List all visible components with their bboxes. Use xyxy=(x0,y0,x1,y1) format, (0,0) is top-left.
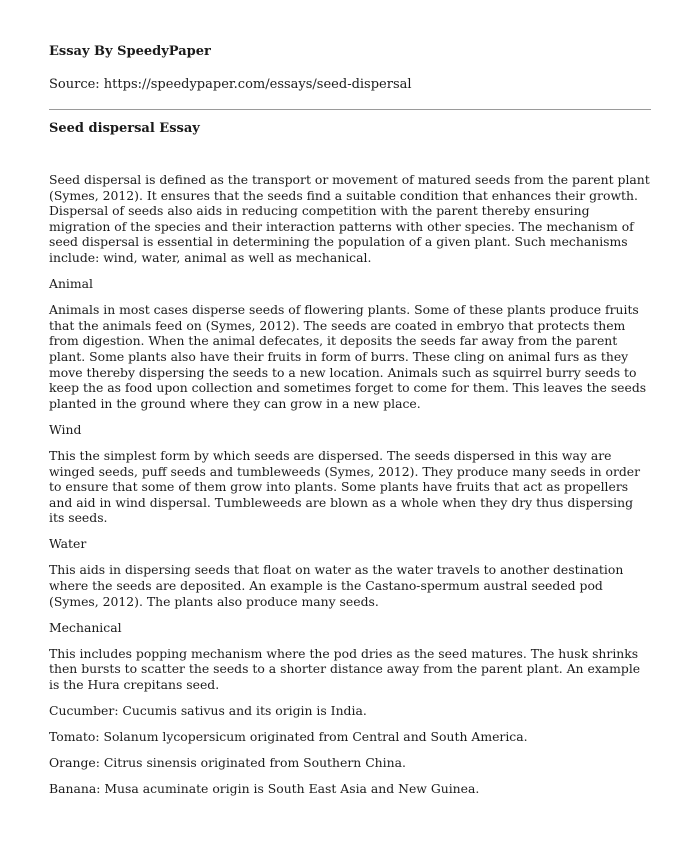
water-paragraph: This aids in dispersing seeds that float on water as the water travels to another destination where the seeds are deposited. An example is the Castano-spermum austral seeded pod (Symes, 2012). The plants also produce many seeds. xyxy=(49,562,624,609)
tomato-line: Tomato: Solanum lycopersicum originated from Central and South America. xyxy=(49,729,528,745)
wind-paragraph: This the simplest form by which seeds are dispersed. The seeds dispersed in this way are winged seeds, puff seeds and tumbleweeds (Symes, 2012). They produce many seeds in order to ensure that some of them grow into plants. Some plants have fruits that act as propellers and aid in wind dispersal. Tumbleweeds are blown as a whole when they dry thus dispersing its seeds. xyxy=(49,447,641,526)
water-heading: Water xyxy=(49,536,87,552)
mechanical-paragraph: This includes popping mechanism where the pod dries as the seed matures. The husk shrinks then bursts to scatter the seeds to a shorter distance away from the parent plant. An example is the Hura crepitans seed. xyxy=(49,645,641,693)
orange-line: Orange: Citrus sinensis originated from Southern China. xyxy=(49,755,406,771)
essay-author-line: Essay By SpeedyPaper xyxy=(49,44,211,59)
essay-title: Seed dispersal Essay xyxy=(49,121,200,136)
essay-body xyxy=(49,172,651,808)
cucumber-line: Cucumber: Cucumis sativus and its origin is India. xyxy=(49,703,367,719)
mechanical-heading: Mechanical xyxy=(49,619,122,635)
banana-line: Banana: Musa acuminate origin is South East Asia and New Guinea. xyxy=(49,781,480,797)
animal-paragraph: Animals in most cases disperse seeds of flowering plants. Some of these plants produce fruits that the animals feed on (Symes, 2012). The seeds are coated in embryo that protects them from digestion. When the animal defecates, it deposits the seeds far away from the parent plant. Some plants also have their fruits in form of burrs. These cling on animal furs as they move thereby dispersing the seeds to a new location. Animals such as squirrel burry seeds to keep the as food upon collection and sometimes forget to come for them. This leaves the seeds planted in the ground where they can grow in a new place. xyxy=(49,302,647,411)
wind-heading: Wind xyxy=(49,421,82,437)
document-header xyxy=(49,44,648,93)
header-divider xyxy=(49,109,651,110)
animal-heading: Animal xyxy=(49,276,93,292)
source-line: Source: https://speedypaper.com/essays/seed-dispersal xyxy=(49,77,412,92)
intro-paragraph: Seed dispersal is defined as the transport or movement of matured seeds from the parent plant (Symes, 2012). It ensures that the seeds find a suitable condition that enhances their growth. Dispersal of seeds also aids in reducing competition with the parent thereby ensuring migration of the species and their interaction patterns with other species. The mechanism of seed dispersal is essential in determining the population of a given plant. Such mechanisms include: wind, water, animal as well as mechanical. xyxy=(49,172,650,265)
